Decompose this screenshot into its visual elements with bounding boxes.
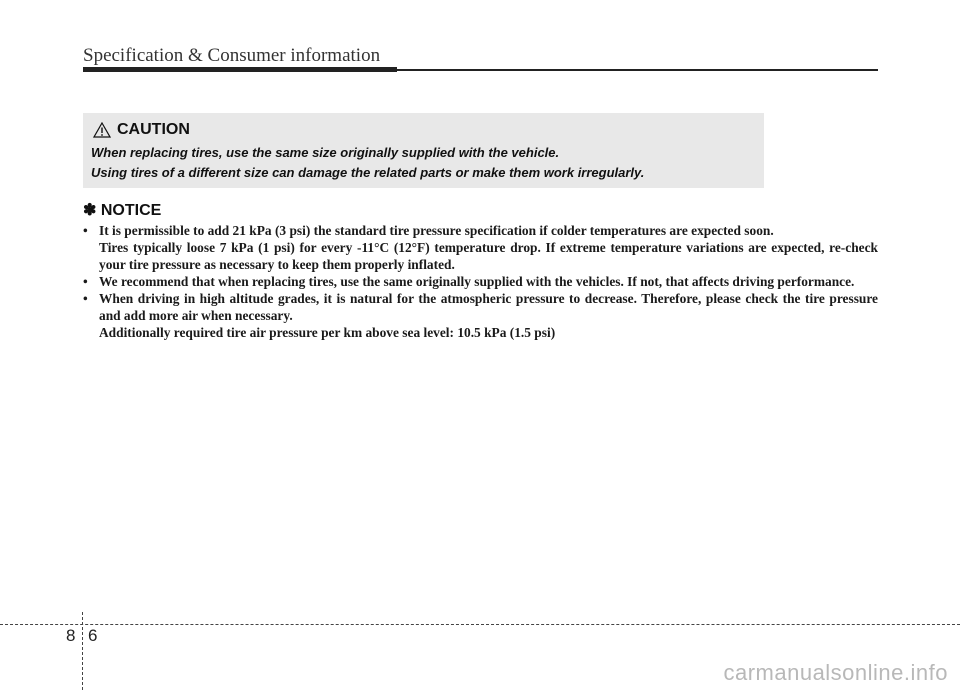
warning-triangle-icon — [93, 122, 111, 138]
caution-line: Using tires of a different size can damage the related parts or make them work irregularly. — [91, 165, 645, 180]
header-rule-thick — [83, 67, 397, 72]
chapter-number: 8 — [66, 626, 76, 645]
section-title: Specification & Consumer information — [83, 45, 381, 66]
bullet-icon: • — [83, 274, 88, 289]
footer-divider — [82, 612, 83, 690]
notice-paragraph: It is permissible to add 21 kPa (3 psi) the standard tire pressure specification if colder temperatures are expected soon. — [99, 223, 774, 238]
notice-paragraph: Tires typically loose 7 kPa (1 psi) for every -11°C (12°F) temperature drop. If extreme temperature variations are expected, re-check your tire pressure as necessary to keep them properly inflated. — [99, 240, 878, 272]
caution-heading — [93, 121, 190, 139]
notice-list — [83, 222, 878, 341]
page-number: 6 — [88, 626, 98, 645]
list-item — [83, 273, 878, 290]
notice-paragraph: We recommend that when replacing tires, use the same originally supplied with the vehicles. If not, that affects driving performance. — [99, 274, 855, 289]
footer-rule — [0, 624, 960, 625]
header-rule-thin — [397, 69, 878, 71]
notice-paragraph: Additionally required tire air pressure per km above sea level: 10.5 kPa (1.5 psi) — [99, 325, 556, 340]
caution-heading-label: CAUTION — [117, 121, 190, 138]
watermark: carmanualsonline.info — [723, 660, 948, 685]
caution-line: When replacing tires, use the same size originally supplied with the vehicle. — [91, 145, 560, 160]
list-item — [83, 290, 878, 341]
notice-heading-label: NOTICE — [100, 202, 162, 219]
bullet-icon: • — [83, 223, 88, 238]
notice-paragraph: When driving in high altitude grades, it is natural for the atmospheric pressure to decrease. Therefore, please check the tire pressure and add more air when necessary. — [99, 291, 878, 323]
caution-box — [83, 113, 764, 188]
notice-heading — [83, 200, 161, 220]
list-item — [83, 222, 878, 273]
bullet-icon: • — [83, 291, 88, 306]
notice-star-icon: ✽ — [83, 202, 97, 219]
